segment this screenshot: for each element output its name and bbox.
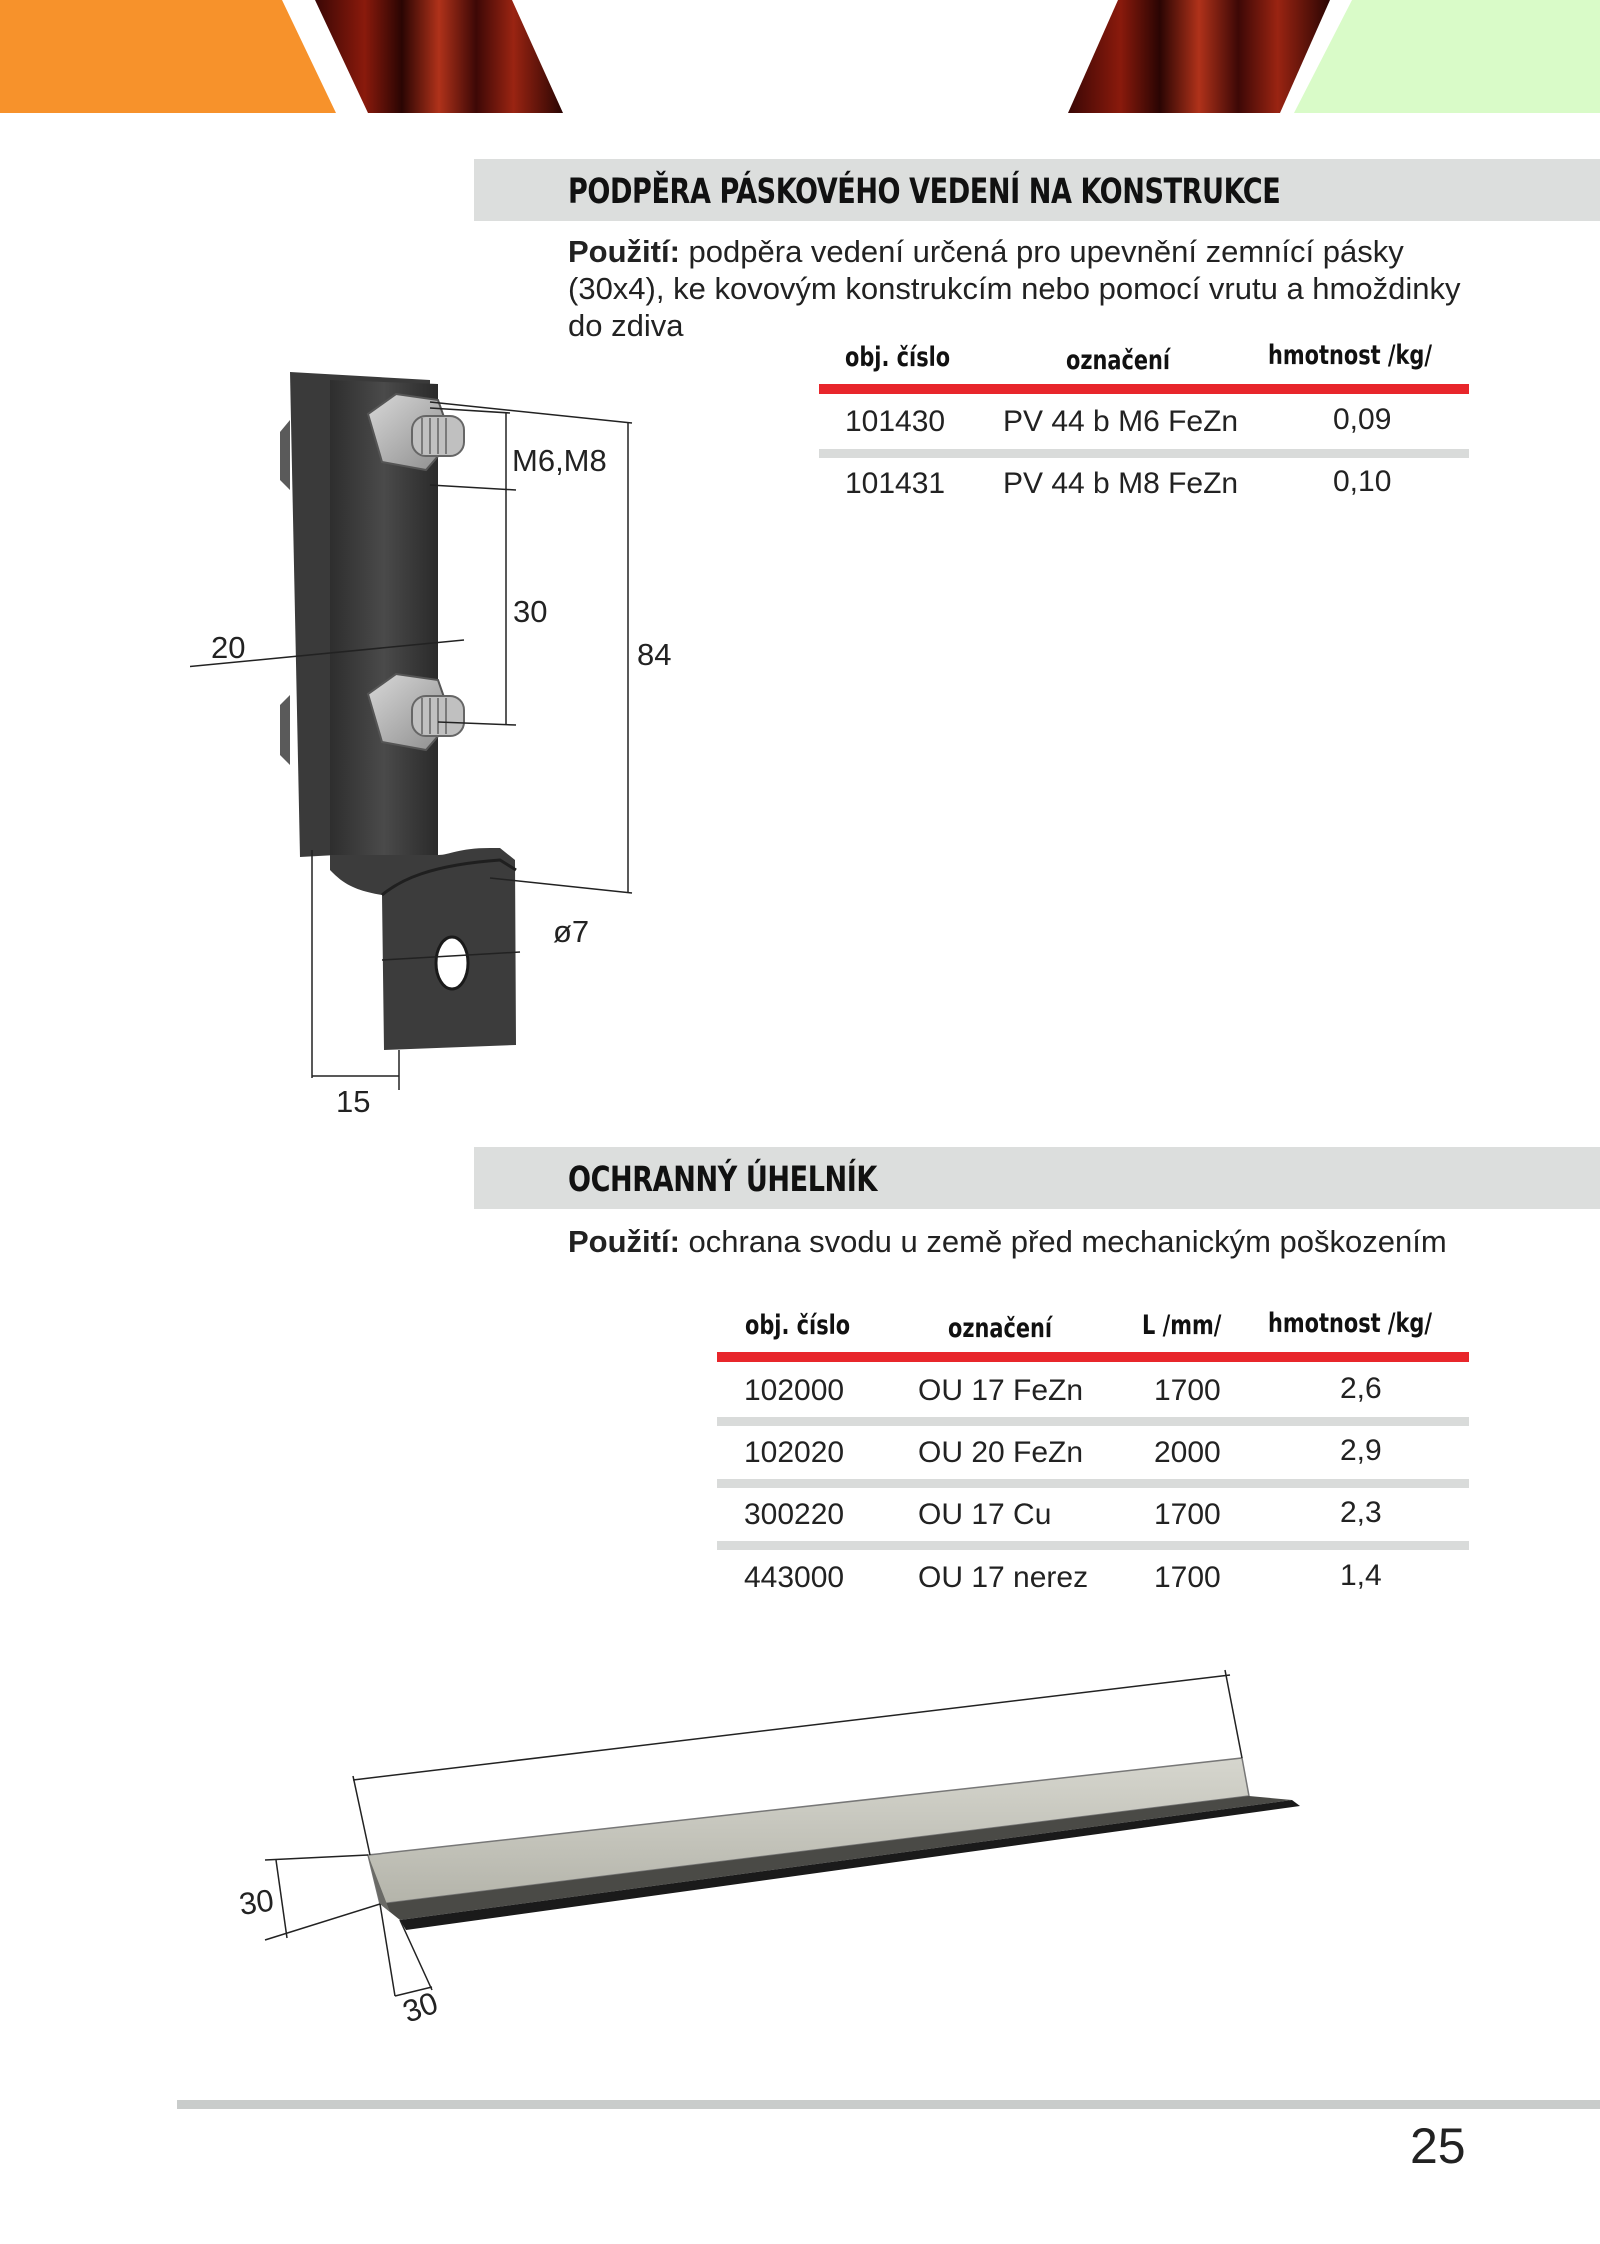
section2-usage xyxy=(568,1223,1447,1260)
table-cell: 0,10 xyxy=(1333,465,1392,498)
table-header-rule xyxy=(819,384,1469,394)
table-header-hmotnost: hmotnost /kg/ xyxy=(1268,1308,1433,1339)
table-cell: 102020 xyxy=(744,1436,845,1469)
table-header-rule xyxy=(717,1352,1469,1362)
page-number: 25 xyxy=(1410,2118,1466,2174)
table-header-obj: obj. číslo xyxy=(845,342,951,373)
table-cell: OU 17 FeZn xyxy=(918,1374,1084,1407)
copper-wire-image-right xyxy=(1068,0,1330,113)
label-spacing: 30 xyxy=(513,594,548,629)
section2-title: OCHRANNÝ ÚHELNÍK xyxy=(568,1160,877,1200)
angle-profile-drawing xyxy=(220,1650,1340,2050)
label-width: 20 xyxy=(211,630,246,665)
table-cell: 443000 xyxy=(744,1561,845,1594)
label-hole: ø7 xyxy=(553,914,590,949)
label-height: 84 xyxy=(637,637,672,672)
table-cell: 1700 xyxy=(1154,1498,1221,1531)
table-cell: PV 44 b M6 FeZn xyxy=(1003,405,1239,438)
green-corner-shape xyxy=(1294,0,1600,113)
label-thread: M6,M8 xyxy=(512,443,607,478)
table-cell: 101430 xyxy=(845,405,946,438)
table-cell: 300220 xyxy=(744,1498,845,1531)
copper-wire-image-left xyxy=(315,0,563,113)
table-cell: OU 17 Cu xyxy=(918,1498,1052,1531)
section2-usage-label: Použití: xyxy=(568,1224,680,1259)
table-row-divider xyxy=(717,1417,1469,1426)
table-cell: 1700 xyxy=(1154,1374,1221,1407)
table-header-hmotnost: hmotnost /kg/ xyxy=(1268,340,1433,371)
section1-usage-line-1: podpěra vedení určená pro upevnění zemnící pásky xyxy=(688,234,1404,269)
section1-usage-line-2: (30x4), ke kovovým konstrukcím nebo pomocí vrutu a hmoždinky xyxy=(568,271,1461,306)
upper-bolt-icon xyxy=(368,394,464,470)
bracket-foot xyxy=(330,848,516,1050)
label-foot: 15 xyxy=(336,1084,371,1119)
table-row-divider xyxy=(717,1479,1469,1488)
table-header-l: L /mm/ xyxy=(1142,1310,1222,1341)
section1-usage-label: Použití: xyxy=(568,234,680,269)
table-cell: 2,9 xyxy=(1340,1434,1382,1467)
section2-usage-text: ochrana svodu u země před mechanickým poškozením xyxy=(688,1224,1447,1259)
orange-corner-shape xyxy=(0,0,336,113)
table-cell: PV 44 b M8 FeZn xyxy=(1003,467,1239,500)
footer-rule xyxy=(177,2100,1600,2109)
table-cell: 1,4 xyxy=(1340,1559,1382,1592)
lower-bolt-icon xyxy=(368,674,464,750)
table-cell: 1700 xyxy=(1154,1561,1221,1594)
label-side-a: 30 xyxy=(236,1882,276,1922)
label-side-b: 30 xyxy=(398,1984,443,2030)
table-cell: OU 17 nerez xyxy=(918,1561,1089,1594)
table-cell: 2000 xyxy=(1154,1436,1221,1469)
table-cell: 2,3 xyxy=(1340,1496,1382,1529)
bracket-technical-drawing xyxy=(190,360,710,1130)
table-header-oznaceni: označení xyxy=(948,1313,1053,1344)
table-row-divider xyxy=(717,1541,1469,1550)
table-row-divider xyxy=(819,449,1469,458)
section1-usage-line-3: do zdiva xyxy=(568,308,684,343)
table-cell: 101431 xyxy=(845,467,946,500)
table-cell: 102000 xyxy=(744,1374,845,1407)
section1-title: PODPĚRA PÁSKOVÉHO VEDENÍ NA KONSTRUKCE xyxy=(568,172,1281,212)
hole-icon xyxy=(436,937,468,989)
table-header-obj: obj. číslo xyxy=(745,1310,851,1341)
section1-usage xyxy=(568,233,1460,344)
header-banner xyxy=(0,0,1600,115)
table-header-oznaceni: označení xyxy=(1066,345,1171,376)
table-cell: 2,6 xyxy=(1340,1372,1382,1405)
table-cell: OU 20 FeZn xyxy=(918,1436,1084,1469)
table-cell: 0,09 xyxy=(1333,403,1392,436)
